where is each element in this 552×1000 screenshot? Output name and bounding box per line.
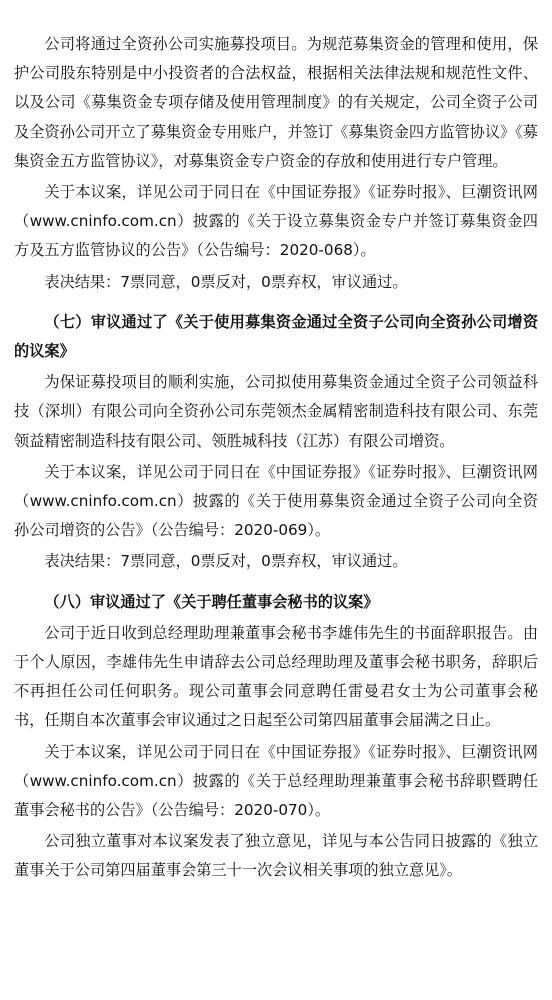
section-gap bbox=[14, 297, 538, 308]
section-heading-7: （七）审议通过了《关于使用募集资金通过全资子公司向全资孙公司增资的议案》 bbox=[14, 312, 538, 361]
paragraph-independent-opinion: 公司独立董事对本议案发表了独立意见，详见与本公告同日披露的《独立董事关于公司第四届董事会第三十一次会议相关事项的独立意见》。 bbox=[14, 832, 538, 880]
paragraph-vote-result-6: 表决结果：7票同意，0票反对，0票弃权，审议通过。 bbox=[44, 272, 408, 291]
paragraph-capital-increase: 为保证募投项目的顺利实施，公司拟使用募集资金通过全资子公司领益科技（深圳）有限公司向全资孙公司东莞领杰金属精密制造科技有限公司、东莞领益精密制造科技有限公司、领胜城科技（江苏）有限公司增资。 bbox=[14, 373, 538, 450]
paragraph-disclosure-070: 关于本议案，详见公司于同日在《中国证券报》《证券时报》、巨潮资讯网（www.cninfo.com.cn）披露的《关于总经理助理兼董事会秘书辞职暨聘任董事会秘书的公告》（公告编号：2020-070）。 bbox=[14, 742, 538, 820]
paragraph-fundraising-accounts: 公司将通过全资孙公司实施募投项目。为规范募集资金的管理和使用，保护公司股东特别是中小投资者的合法权益，根据相关法律法规和规范性文件、以及公司《募集资金专项存储及使用管理制度》的有关规定，公司全资子公司及全资孙公司开立了募集资金专用账户，并签订《募集资金四方监管协议》《募集资金五方监管协议》，对募集资金专户资金的存放和使用进行专户管理。 bbox=[14, 35, 538, 170]
section-gap bbox=[14, 577, 538, 588]
paragraph-disclosure-068: 关于本议案，详见公司于同日在《中国证券报》《证券时报》、巨潮资讯网（www.cninfo.com.cn）披露的《关于设立募集资金专户并签订募集资金四方及五方监管协议的公告》（公告编号：2020-068）。 bbox=[14, 183, 538, 260]
document-page bbox=[14, 30, 538, 886]
paragraph-secretary-resignation: 公司于近日收到总经理助理兼董事会秘书李雄伟先生的书面辞职报告。由于个人原因，李雄伟先生申请辞去公司总经理助理及董事会秘书职务，辞职后不再担任公司任何职务。现公司董事会同意聘任雷曼君女士为公司董事会秘书，任期自本次董事会审议通过之日起至公司第四届董事会届满之日止。 bbox=[14, 623, 538, 730]
paragraph-disclosure-069: 关于本议案，详见公司于同日在《中国证券报》《证券时报》、巨潮资讯网（www.cninfo.com.cn）披露的《关于使用募集资金通过全资子公司向全资孙公司增资的公告》（公告编号：2020-069）。 bbox=[14, 462, 538, 540]
paragraph-vote-result-7: 表决结果：7票同意，0票反对，0票弃权，审议通过。 bbox=[44, 552, 408, 571]
section-heading-8: （八）审议通过了《关于聘任董事会秘书的议案》 bbox=[44, 592, 379, 611]
